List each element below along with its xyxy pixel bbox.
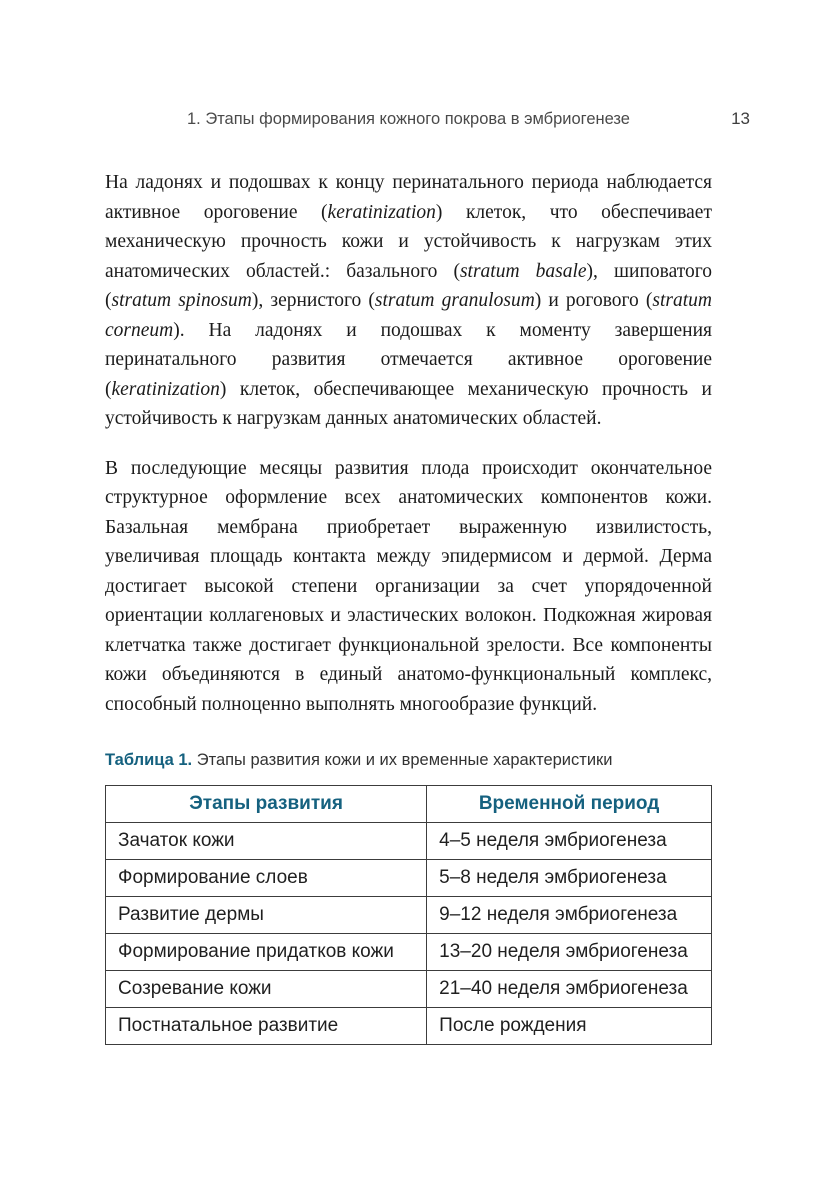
table-caption <box>105 749 712 771</box>
text-run: В последующие месяцы развития плода происходит окончательное структурное оформление всех анатомических компонентов кожи. Базальная мембрана приобретает выраженную извилистость, увеличивая площадь контакта между эпидермисом и дермой. Дерма достигает высокой степени организации за счет упорядоченной ориентации коллагеновых и эластических волокон. Подкожная жировая клетчатка также достигает функциональной зрелости. Все компоненты кожи объединяются в единый анатомо-функциональный комплекс, способный полноценно выполнять многообразие функций. <box>105 457 712 715</box>
running-header <box>105 108 750 130</box>
table-cell: Развитие дермы <box>106 897 427 934</box>
text-run: ), шиповатого ( <box>105 260 713 311</box>
table-cell: Созревание кожи <box>106 971 427 1008</box>
table-row <box>106 897 712 934</box>
italic-term: keratinization <box>111 378 220 400</box>
italic-term: keratinization <box>327 201 436 223</box>
table-row <box>106 1008 712 1045</box>
paragraph <box>105 168 712 434</box>
table-row <box>106 860 712 897</box>
text-run: ). На ладонях и подошвах к моменту завершения перинатального развития отмечается активное ороговение ( <box>105 319 712 400</box>
table-body <box>106 823 712 1045</box>
running-header-title: 1. Этапы формирования кожного покрова в эмбриогенезе <box>186 110 630 128</box>
italic-term: stratum granulosum <box>374 290 535 311</box>
table-caption-label: Таблица 1. <box>105 751 193 769</box>
italic-term: stratum corneum <box>105 290 712 341</box>
development-stages-table <box>105 785 712 1045</box>
table-cell: После рождения <box>427 1008 712 1045</box>
table-header-row <box>106 786 712 823</box>
table-cell: 21–40 неделя эмбриогенеза <box>427 971 712 1008</box>
text-run: ) клеток, что обеспечивает механическую прочность кожи и устойчивость к нагрузкам этих анатомических областей.: базального ( <box>105 201 712 282</box>
table-head <box>106 786 712 823</box>
italic-term: stratum spinosum <box>111 290 252 311</box>
body-text <box>105 168 712 719</box>
table-row <box>106 934 712 971</box>
table-cell: 4–5 неделя эмбриогенеза <box>427 823 712 860</box>
text-run: ) и рогового ( <box>534 290 653 311</box>
table-caption-text: Этапы развития кожи и их временные характеристики <box>196 751 613 769</box>
table-cell: Зачаток кожи <box>106 823 427 860</box>
page-number: 13 <box>731 109 750 128</box>
table-row <box>106 823 712 860</box>
table-header-cell: Временной период <box>427 786 712 823</box>
italic-term: stratum basale <box>459 260 587 282</box>
table-cell: 9–12 неделя эмбриогенеза <box>427 897 712 934</box>
table-header-cell: Этапы развития <box>106 786 427 823</box>
table-cell: Формирование придатков кожи <box>106 934 427 971</box>
text-run: На ладонях и подошвах к концу перинатального периода наблюдается активное ороговение ( <box>105 172 712 223</box>
table-row <box>106 971 712 1008</box>
text-run: ), зернистого ( <box>251 290 375 311</box>
table-cell: 13–20 неделя эмбриогенеза <box>427 934 712 971</box>
paragraph <box>105 454 712 720</box>
table-cell: Формирование слоев <box>106 860 427 897</box>
table-cell: 5–8 неделя эмбриогенеза <box>427 860 712 897</box>
table-cell: Постнатальное развитие <box>106 1008 427 1045</box>
text-run: ) клеток, обеспечивающее механическую прочность и устойчивость к нагрузкам данных анатомических областей. <box>105 378 712 429</box>
